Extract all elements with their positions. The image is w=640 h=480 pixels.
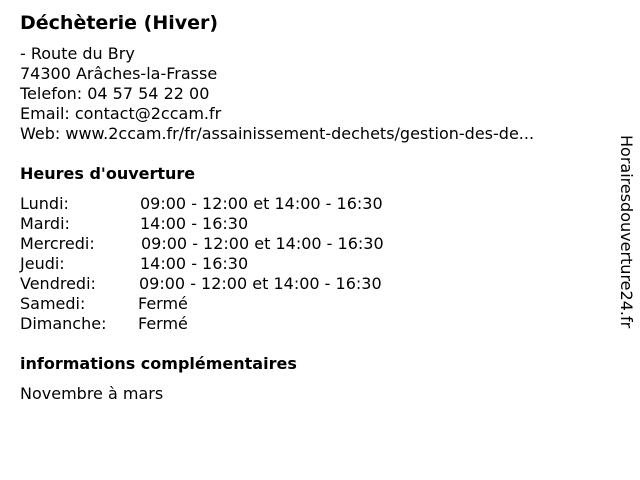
day-label: Vendredi: bbox=[20, 274, 96, 293]
watermark-text: Horairesdouverture24.fr bbox=[617, 135, 636, 329]
page-title: Déchèterie (Hiver) bbox=[20, 12, 219, 34]
time-value: 14:00 - 16:30 bbox=[140, 254, 249, 273]
address-street: - Route du Bry bbox=[20, 44, 135, 63]
day-label: Samedi: bbox=[20, 294, 86, 313]
time-value: Fermé bbox=[138, 314, 188, 333]
day-label: Dimanche: bbox=[20, 314, 107, 333]
info-text: Novembre à mars bbox=[20, 384, 164, 403]
time-value: 09:00 - 12:00 et 14:00 - 16:30 bbox=[139, 274, 382, 293]
hours-heading: Heures d'ouverture bbox=[20, 164, 196, 183]
web-text: Web: www.2ccam.fr/fr/assainissement-dechets/gestion-des-de... bbox=[20, 124, 535, 143]
time-value: Fermé bbox=[138, 294, 188, 313]
phone-text: Telefon: 04 57 54 22 00 bbox=[20, 84, 210, 103]
time-value: 09:00 - 12:00 et 14:00 - 16:30 bbox=[140, 194, 383, 213]
address-block bbox=[20, 44, 534, 144]
time-value: 14:00 - 16:30 bbox=[140, 214, 249, 233]
address-city: 74300 Arâches-la-Frasse bbox=[20, 64, 218, 83]
time-value: 09:00 - 12:00 et 14:00 - 16:30 bbox=[141, 234, 384, 253]
day-label: Jeudi: bbox=[20, 254, 65, 273]
day-label: Lundi: bbox=[20, 194, 69, 213]
day-label: Mercredi: bbox=[20, 234, 95, 253]
day-label: Mardi: bbox=[20, 214, 70, 233]
email-text: Email: contact@2ccam.fr bbox=[20, 104, 222, 123]
info-heading: informations complémentaires bbox=[20, 354, 297, 373]
